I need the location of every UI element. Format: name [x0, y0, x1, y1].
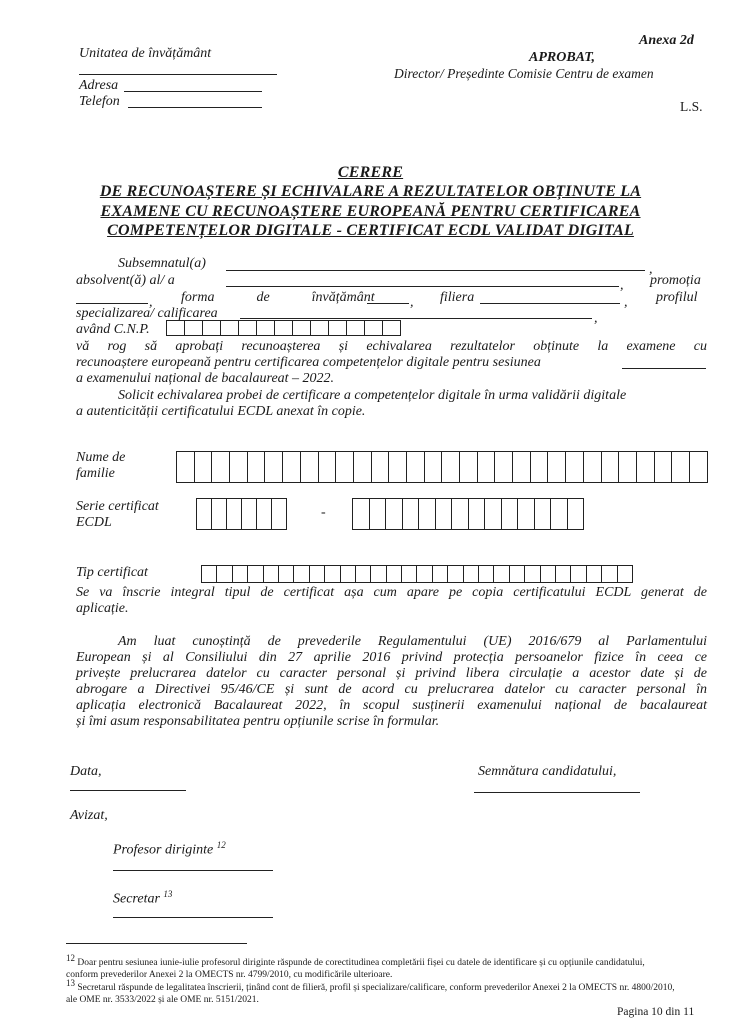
request-line-2: recunoaștere europeană pentru certificarea competențelor digitale pentru sesiunea [76, 355, 541, 370]
cert-series-box-cell[interactable] [272, 498, 287, 530]
title-line-4: COMPETENȚELOR DIGITALE - CERTIFICAT ECDL VALIDAT DIGITAL [107, 222, 634, 239]
family-name-box-cell[interactable] [566, 451, 584, 483]
cnp-box-cell[interactable] [167, 320, 185, 336]
stream-field[interactable] [480, 303, 620, 304]
comma-6: , [594, 311, 598, 326]
cert-series-box-cell[interactable] [403, 498, 420, 530]
cert-type-box-cell[interactable] [541, 565, 556, 583]
specialization-label: specializarea/ calificarea [76, 306, 218, 321]
cnp-box-cell[interactable] [329, 320, 347, 336]
cert-type-box-cell[interactable] [479, 565, 494, 583]
address-line[interactable] [124, 91, 262, 92]
cert-type-box-cell[interactable] [264, 565, 279, 583]
cert-note-line-1: Se va înscrie integral tipul de certificat așa cum apare pe copia certificatului ECDL generat de [76, 585, 707, 600]
date-field[interactable] [70, 790, 186, 791]
solicit-line-2: a autenticității certificatului ECDL anexat în copie. [76, 404, 366, 419]
cert-series-box-cell[interactable] [353, 498, 370, 530]
cert-type-box-cell[interactable] [325, 565, 340, 583]
comma-3: , [149, 295, 153, 310]
stream-label: filiera [440, 290, 475, 305]
cert-type-box-cell[interactable] [494, 565, 509, 583]
secretary-field[interactable] [113, 917, 273, 918]
cert-type-box-cell[interactable] [433, 565, 448, 583]
cert-type-box-cell[interactable] [371, 565, 386, 583]
title-cerere: CERERE [337, 164, 404, 181]
gdpr-line-2: European și al Consiliului din 27 aprilie 2016 privind protecția persoanelor fizice în ceea ce [76, 650, 707, 665]
cert-series-box-cell[interactable] [568, 498, 585, 530]
specialization-field[interactable] [240, 318, 592, 319]
cnp-box-cell[interactable] [347, 320, 365, 336]
promotion-label: promoția [650, 273, 701, 288]
graduate-label: absolvent(ă) al/ a [76, 273, 175, 288]
secretary-ref: 13 [163, 889, 173, 899]
cert-type-box-cell[interactable] [233, 565, 248, 583]
cert-type-box-cell[interactable] [556, 565, 571, 583]
cert-series-box-cell[interactable] [485, 498, 502, 530]
family-name-box-cell[interactable] [283, 451, 301, 483]
cert-series-label-1: Serie certificat [76, 499, 159, 514]
family-name-box-cell[interactable] [230, 451, 248, 483]
school-unit-line[interactable] [79, 74, 277, 75]
page-number: Pagina 10 din 11 [617, 1006, 695, 1018]
cert-series-box-cell[interactable] [452, 498, 469, 530]
homeroom-teacher-label: Profesor diriginte $^{12}$ [113, 840, 226, 858]
address-label: Adresa [79, 78, 119, 93]
cert-series-box-cell[interactable] [197, 498, 212, 530]
family-name-box-cell[interactable] [637, 451, 655, 483]
family-name-box-cell[interactable] [301, 451, 319, 483]
family-name-box-cell[interactable] [265, 451, 283, 483]
cert-type-box-cell[interactable] [279, 565, 294, 583]
cert-type-box-cell[interactable] [202, 565, 217, 583]
cnp-box-cell[interactable] [203, 320, 221, 336]
cert-series-box-cell[interactable] [436, 498, 453, 530]
cert-type-boxes[interactable] [201, 565, 633, 583]
undersigned-field[interactable] [226, 270, 645, 271]
profile-label: profilul [656, 290, 698, 305]
cert-type-box-cell[interactable] [402, 565, 417, 583]
form-of-education-label: forma de învățământ [181, 290, 375, 305]
cert-type-box-cell[interactable] [310, 565, 325, 583]
promotion-field[interactable] [76, 303, 148, 304]
family-name-box-cell[interactable] [460, 451, 478, 483]
cnp-box-cell[interactable] [257, 320, 275, 336]
cert-type-box-cell[interactable] [464, 565, 479, 583]
director-label: Director/ Președinte Comisie Centru de examen [394, 66, 654, 81]
family-name-box-cell[interactable] [354, 451, 372, 483]
comma-1: , [649, 262, 653, 277]
cert-series-box-cell[interactable] [535, 498, 552, 530]
comma-2: , [620, 278, 624, 293]
family-name-box-cell[interactable] [548, 451, 566, 483]
cert-type-box-cell[interactable] [341, 565, 356, 583]
family-name-box-cell[interactable] [212, 451, 230, 483]
phone-line[interactable] [128, 107, 262, 108]
cnp-box-cell[interactable] [365, 320, 383, 336]
cert-series-box-cell[interactable] [227, 498, 242, 530]
cert-series-box-cell[interactable] [242, 498, 257, 530]
annex-label: Anexa 2d [639, 33, 694, 48]
cert-series-box-cell[interactable] [518, 498, 535, 530]
cert-series-boxes-left[interactable] [196, 498, 287, 530]
family-name-box-cell[interactable] [407, 451, 425, 483]
footnote-12: $^{12}$ Doar pentru sesiunea iunie-iulie profesorul diriginte răspunde de corectitudinea completării fișei cu datele de identificare și cu opțiunile candidatului, conform prevederilor Anexei 2 la OMECTS nr. 4799/2010, cu modificările ulterioare. [66, 953, 645, 981]
secretary-label: Secretar $^{13}$ [113, 889, 173, 907]
cert-series-box-cell[interactable] [257, 498, 272, 530]
family-name-box-cell[interactable] [389, 451, 407, 483]
cert-series-box-cell[interactable] [502, 498, 519, 530]
family-name-box-cell[interactable] [336, 451, 354, 483]
date-label: Data, [70, 764, 102, 779]
cnp-boxes[interactable] [166, 320, 401, 336]
gdpr-line-3: privește prelucrarea datelor cu caracter personal și privind libera circulație a acestor date și de [76, 666, 707, 681]
phone-label: Telefon [79, 94, 120, 109]
cert-type-box-cell[interactable] [356, 565, 371, 583]
cert-type-box-cell[interactable] [448, 565, 463, 583]
family-name-boxes[interactable] [176, 451, 708, 483]
gdpr-line-4: abrogare a Directivei 95/46/CE și sunt de acord cu prelucrarea datelor cu caracter personal în [76, 682, 707, 697]
footnote-13: $^{13}$ Secretarul răspunde de legalitatea înscrierii, ținând cont de filieră, profil și specializare/calificare, conform prevederilor Anexei 2 la OMECTS nr. 4800/2010, ale OME nr. 3533/2022 și ale OME nr. 5151/2021. [66, 978, 675, 1006]
cert-series-boxes-right[interactable] [352, 498, 584, 530]
cert-series-box-cell[interactable] [386, 498, 403, 530]
family-name-box-cell[interactable] [655, 451, 673, 483]
gdpr-line-1: Am luat cunoștință de prevederile Regulamentului (UE) 2016/679 al Parlamentului [118, 634, 707, 649]
cert-series-box-cell[interactable] [212, 498, 227, 530]
cnp-box-cell[interactable] [293, 320, 311, 336]
family-name-box-cell[interactable] [619, 451, 637, 483]
session-field[interactable] [622, 368, 706, 369]
family-name-label-1: Nume de [76, 450, 126, 465]
comma-4: , [410, 295, 414, 310]
cert-series-box-cell[interactable] [469, 498, 486, 530]
cert-type-box-cell[interactable] [387, 565, 402, 583]
gdpr-line-5: aplicația electronică Bacalaureat 2022, în scopul susținerii examenului național de bacalaureat [76, 698, 707, 713]
form-of-education-field[interactable] [367, 303, 409, 304]
comma-5: , [624, 295, 628, 310]
school-unit-label: Unitatea de învățământ [79, 46, 212, 61]
cert-type-box-cell[interactable] [417, 565, 432, 583]
cnp-box-cell[interactable] [383, 320, 401, 336]
cert-type-box-cell[interactable] [602, 565, 617, 583]
family-name-box-cell[interactable] [425, 451, 443, 483]
cnp-box-cell[interactable] [275, 320, 293, 336]
family-name-box-cell[interactable] [672, 451, 690, 483]
family-name-box-cell[interactable] [495, 451, 513, 483]
cert-series-box-cell[interactable] [551, 498, 568, 530]
homeroom-ref: 12 [216, 840, 226, 850]
solicit-line-1: Solicit echivalarea probei de certificare a competențelor digitale în urma validării digitale [118, 388, 627, 403]
family-name-box-cell[interactable] [513, 451, 531, 483]
undersigned-label: Subsemnatul(a) [118, 256, 206, 271]
cnp-box-cell[interactable] [185, 320, 203, 336]
family-name-box-cell[interactable] [442, 451, 460, 483]
family-name-box-cell[interactable] [690, 451, 708, 483]
cert-type-box-cell[interactable] [618, 565, 633, 583]
cert-type-label: Tip certificat [76, 565, 148, 580]
title-line-2: DE RECUNOAȘTERE ȘI ECHIVALARE A REZULTATELOR OBȚINUTE LA [99, 183, 642, 200]
request-line-3: a examenului național de bacalaureat – 2022. [76, 371, 335, 386]
candidate-signature-field[interactable] [474, 792, 640, 793]
family-name-box-cell[interactable] [177, 451, 195, 483]
cnp-box-cell[interactable] [239, 320, 257, 336]
series-dash: - [321, 505, 326, 520]
family-name-box-cell[interactable] [531, 451, 549, 483]
family-name-box-cell[interactable] [319, 451, 337, 483]
graduate-field[interactable] [226, 286, 619, 287]
family-name-label-2: familie [76, 466, 115, 481]
cnp-box-cell[interactable] [221, 320, 239, 336]
ls-label: L.S. [680, 99, 703, 114]
homeroom-teacher-field[interactable] [113, 870, 273, 871]
cnp-box-cell[interactable] [311, 320, 329, 336]
footnote-separator [66, 943, 247, 944]
cert-type-box-cell[interactable] [217, 565, 232, 583]
request-line-1: vă rog să aprobați recunoașterea și echivalarea rezultatelor obținute la examene cu [76, 339, 707, 354]
cert-series-box-cell[interactable] [370, 498, 387, 530]
cert-type-box-cell[interactable] [571, 565, 586, 583]
cnp-label: având C.N.P. [76, 322, 150, 337]
candidate-signature-label: Semnătura candidatului, [478, 764, 617, 779]
cert-series-label-2: ECDL [76, 515, 112, 530]
family-name-box-cell[interactable] [584, 451, 602, 483]
gdpr-line-6: și îmi asum responsabilitatea pentru opțiunile scrise în formular. [76, 714, 440, 729]
family-name-box-cell[interactable] [372, 451, 390, 483]
family-name-box-cell[interactable] [248, 451, 266, 483]
cert-type-box-cell[interactable] [510, 565, 525, 583]
title-line-3: EXAMENE CU RECUNOAȘTERE EUROPEANĂ PENTRU CERTIFICAREA [100, 203, 641, 220]
family-name-box-cell[interactable] [478, 451, 496, 483]
family-name-box-cell[interactable] [195, 451, 213, 483]
cert-type-box-cell[interactable] [294, 565, 309, 583]
endorsed-label: Avizat, [70, 808, 108, 823]
approved-label: APROBAT, [529, 50, 596, 65]
cert-type-box-cell[interactable] [248, 565, 263, 583]
cert-type-box-cell[interactable] [587, 565, 602, 583]
cert-type-box-cell[interactable] [525, 565, 540, 583]
cert-note-line-2: aplicație. [76, 601, 129, 616]
family-name-box-cell[interactable] [602, 451, 620, 483]
cert-series-box-cell[interactable] [419, 498, 436, 530]
